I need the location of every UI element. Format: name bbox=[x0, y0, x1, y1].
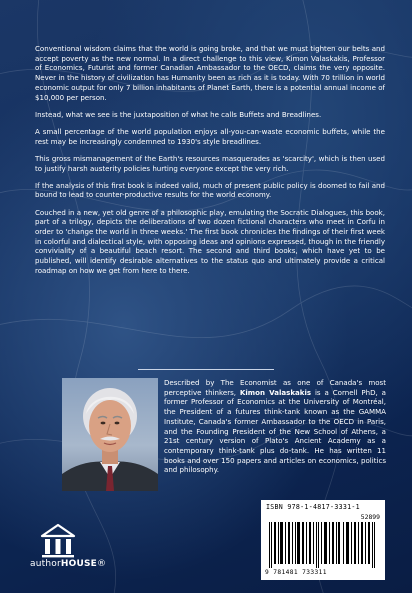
publisher-prefix: author bbox=[30, 559, 61, 569]
house-columns-icon bbox=[38, 522, 78, 558]
section-divider bbox=[138, 369, 274, 370]
paragraph-6: Couched in a new, yet old genre of a philosophic play, emulating the Socratic Dialogues, this book, part of a trilogy, depicts the deliberations of two dozen fictional characters who meet in Corfu in order to 'change the world in three weeks.' The first book chronicles the findings of their first week in colorful and dialectical style, with opposing ideas and opinions expressed, though in the friendly conviviality of a beautiful beach resort. The second and third books, which have yet to be published, will identify desirable alternatives to the status quo and ultimately provide a critical roadmap on how we get from here to there. bbox=[35, 207, 385, 275]
author-name: Kimon Valaskakis bbox=[239, 387, 312, 397]
publisher-suffix: HOUSE bbox=[60, 559, 97, 569]
barcode-image bbox=[269, 522, 377, 568]
paragraph-5: If the analysis of this first book is indeed valid, much of present public policy is doomed to fail and bound to lead to counter-productive results for the world economy. bbox=[35, 180, 385, 200]
price-code: 52899 bbox=[360, 513, 380, 521]
bio-details: is a Cornell PhD, a former Professor of Economics at the University of Montréal, the President of a futures think-tank known as the GAMMA Institute, Canada's former Ambassador to the OECD in Paris, and the Founding President of the New School of Athens, a 21st century version of Plato's Ancient Academy as a contemporary think-tank plus do-tank. He has written 11 books and over 150 papers and articles on economics, politics and philosophy. bbox=[164, 387, 386, 475]
registered-mark: ® bbox=[96, 559, 107, 569]
barcode-panel bbox=[261, 500, 385, 580]
author-portrait-image bbox=[62, 378, 158, 491]
isbn-label: ISBN 978-1-4817-3331-1 bbox=[266, 503, 360, 511]
description-text bbox=[35, 44, 385, 283]
bio-intro: Described by The Economist as one of Canada's most perceptive thinkers, bbox=[164, 378, 386, 397]
paragraph-1: Conventional wisdom claims that the world is going broke, and that we must tighten our belts and accept poverty as the new normal. In a direct challenge to this view, Kimon Valaskakis, Professor of Economics, Futurist and former Canadian Ambassador to the OECD, claims the very opposite. Never in the history of civilization has Humanity been as rich as it is today. With 70 trillion in world economic output for only 7 billion inhabitants of Planet Earth, there is a potential annual income of $10,000 per person. bbox=[35, 44, 385, 102]
publisher-logo bbox=[30, 522, 130, 572]
author-photo bbox=[62, 378, 158, 491]
publisher-name bbox=[30, 559, 140, 569]
paragraph-4: This gross mismanagement of the Earth's resources masquerades as 'scarcity', which is then used to justify harsh austerity policies hurting everyone except the very rich. bbox=[35, 153, 385, 173]
author-bio bbox=[164, 378, 386, 475]
paragraph-3: A small percentage of the world population enjoys all-you-can-waste economic buffets, while the rest may be increasingly condemned to 1930's style breadlines. bbox=[35, 126, 385, 146]
ean-number: 9 781481 733311 bbox=[265, 569, 327, 576]
paragraph-2: Instead, what we see is the juxtaposition of what he calls Buffets and Breadlines. bbox=[35, 109, 322, 119]
